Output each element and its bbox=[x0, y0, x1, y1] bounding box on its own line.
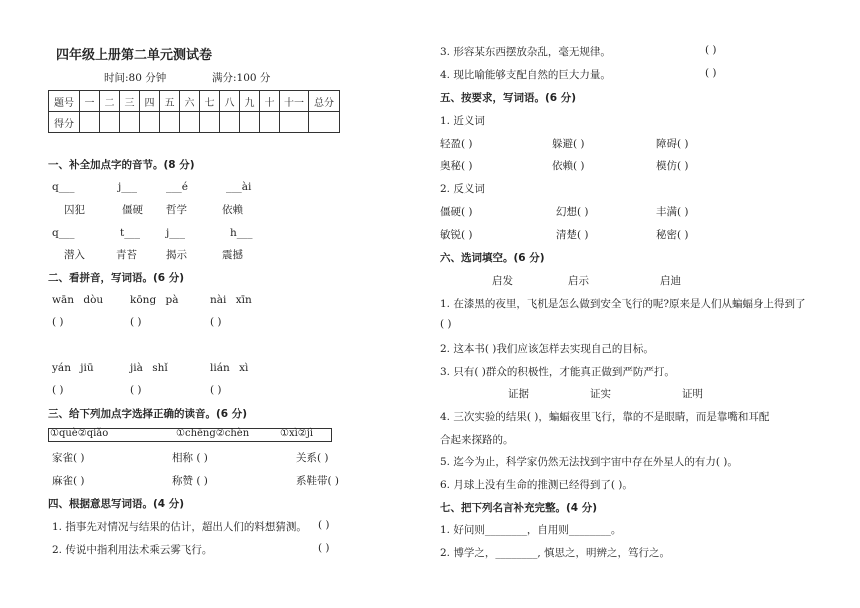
subsection-label: 1. 近义词 bbox=[440, 115, 485, 127]
reading-item[interactable]: 称赞 ( ) bbox=[172, 475, 208, 487]
word-item[interactable]: 轻盈( ) bbox=[440, 138, 473, 150]
word-item[interactable]: 秘密( ) bbox=[656, 229, 689, 241]
pinyin-blank: ___ài bbox=[226, 181, 252, 193]
reading-item[interactable]: 家雀( ) bbox=[52, 452, 85, 464]
answer-blank[interactable]: ( ) bbox=[130, 316, 142, 328]
score-cell[interactable] bbox=[120, 112, 140, 133]
exam-score: 满分:100 分 bbox=[212, 72, 271, 84]
score-cell[interactable] bbox=[160, 112, 180, 133]
answer-blank[interactable]: ( ) bbox=[210, 384, 222, 396]
section-4-heading: 四、根据意思写词语。(4 分) bbox=[48, 498, 185, 510]
section-2-heading: 二、看拼音，写词语。(6 分) bbox=[48, 272, 185, 284]
reading-item[interactable]: 麻雀( ) bbox=[52, 475, 85, 487]
word-choice: 启发 bbox=[492, 275, 513, 287]
score-table-score-row bbox=[49, 112, 340, 133]
word: 哲学 bbox=[166, 204, 187, 216]
score-cell[interactable] bbox=[80, 112, 100, 133]
reading-item[interactable]: 相称 ( ) bbox=[172, 452, 208, 464]
table-cell: 四 bbox=[140, 91, 160, 112]
table-cell: 得分 bbox=[49, 112, 80, 133]
word: 僵硬 bbox=[122, 204, 143, 216]
score-table-header-row bbox=[49, 91, 340, 112]
score-cell[interactable] bbox=[280, 112, 309, 133]
table-cell: 一 bbox=[80, 91, 100, 112]
table-cell: 九 bbox=[240, 91, 260, 112]
section-1-heading: 一、补全加点字的音节。(8 分) bbox=[48, 159, 195, 171]
question-text: 4. 现比喻能够支配自然的巨大力量。 bbox=[440, 69, 611, 81]
question-text: 3. 只有( )群众的积极性，才能真正做到严防严打。 bbox=[440, 366, 675, 378]
question-text: 1. 在漆黑的夜里，飞机是怎么做到安全飞行的呢?原来是人们从蝙蝠身上得到了 bbox=[440, 298, 806, 310]
answer-blank[interactable]: ( ) bbox=[130, 384, 142, 396]
word-choice: 证实 bbox=[590, 388, 611, 400]
answer-blank[interactable]: ( ) bbox=[705, 44, 717, 56]
word-choice: 证明 bbox=[682, 388, 703, 400]
pinyin: lián xì bbox=[210, 362, 249, 374]
score-cell[interactable] bbox=[260, 112, 280, 133]
pinyin: wān dòu bbox=[52, 294, 104, 306]
word-item[interactable]: 障碍( ) bbox=[656, 138, 689, 150]
score-cell[interactable] bbox=[240, 112, 260, 133]
word: 震撼 bbox=[222, 249, 243, 261]
section-6-heading: 六、选词填空。(6 分) bbox=[440, 252, 545, 264]
pinyin: nài xīn bbox=[210, 294, 252, 306]
word: 青苔 bbox=[116, 249, 137, 261]
word: 揭示 bbox=[166, 249, 187, 261]
question-text: 4. 三次实验的结果( )，蝙蝠夜里飞行，靠的不是眼睛，而是靠嘴和耳配 bbox=[440, 411, 770, 423]
question-text: 合起来探路的。 bbox=[440, 434, 514, 446]
word-item[interactable]: 幻想( ) bbox=[556, 206, 589, 218]
subsection-label: 2. 反义词 bbox=[440, 183, 485, 195]
page-title: 四年级上册第二单元测试卷 bbox=[56, 48, 213, 63]
reading-option: ①què②qiǎo bbox=[50, 428, 109, 439]
word-choice: 启迪 bbox=[660, 275, 681, 287]
table-cell: 三 bbox=[120, 91, 140, 112]
reading-item[interactable]: 系鞋带( ) bbox=[296, 475, 340, 487]
question-text: 2. 这本书( )我们应该怎样去实现自己的目标。 bbox=[440, 343, 654, 355]
reading-item[interactable]: 关系( ) bbox=[296, 452, 329, 464]
word: 潜入 bbox=[64, 249, 85, 261]
table-cell: 二 bbox=[100, 91, 120, 112]
word: 依赖 bbox=[222, 204, 243, 216]
score-cell[interactable] bbox=[220, 112, 240, 133]
section-7-heading: 七、把下列名言补充完整。(4 分) bbox=[440, 502, 598, 514]
score-cell[interactable] bbox=[140, 112, 160, 133]
score-cell[interactable] bbox=[309, 112, 340, 133]
reading-option: ①xì②jì bbox=[280, 428, 314, 439]
pinyin-blank: ___é bbox=[166, 181, 188, 193]
section-5-heading: 五、按要求，写词语。(6 分) bbox=[440, 92, 577, 104]
word-item[interactable]: 躲避( ) bbox=[552, 138, 585, 150]
pinyin-blank: t___ bbox=[120, 227, 140, 239]
word-choice: 证据 bbox=[508, 388, 529, 400]
answer-blank[interactable]: ( ) bbox=[318, 542, 330, 554]
reading-option: ①chēng②chèn bbox=[176, 428, 250, 439]
pinyin: yán jiū bbox=[52, 362, 94, 374]
word-item[interactable]: 敏锐( ) bbox=[440, 229, 473, 241]
answer-blank[interactable]: ( ) bbox=[52, 384, 64, 396]
table-cell: 八 bbox=[220, 91, 240, 112]
word: 囚犯 bbox=[64, 204, 85, 216]
table-cell: 七 bbox=[200, 91, 220, 112]
question-text: 2. 传说中指利用法术乘云雾飞行。 bbox=[52, 544, 213, 556]
score-cell[interactable] bbox=[180, 112, 200, 133]
question-text: 5. 迄今为止，科学家仍然无法找到宇宙中存在外星人的有力( )。 bbox=[440, 456, 738, 468]
question-text: 3. 形容某东西摆放杂乱，毫无规律。 bbox=[440, 46, 611, 58]
word-item[interactable]: 僵硬( ) bbox=[440, 206, 473, 218]
answer-blank[interactable]: ( ) bbox=[440, 318, 452, 330]
table-cell: 总分 bbox=[309, 91, 340, 112]
table-cell: 五 bbox=[160, 91, 180, 112]
word-item[interactable]: 奥秘( ) bbox=[440, 160, 473, 172]
word-item[interactable]: 模仿( ) bbox=[656, 160, 689, 172]
answer-blank[interactable]: ( ) bbox=[705, 67, 717, 79]
section-3-heading: 三、给下列加点字选择正确的读音。(6 分) bbox=[48, 408, 248, 420]
question-text: 1. 指事先对情况与结果的估计，超出人们的料想猜测。 bbox=[52, 521, 307, 533]
score-cell[interactable] bbox=[100, 112, 120, 133]
answer-blank[interactable]: ( ) bbox=[210, 316, 222, 328]
question-text: 6. 月球上没有生命的推测已经得到了( )。 bbox=[440, 479, 633, 491]
pinyin-blank: j___ bbox=[118, 181, 138, 193]
score-table bbox=[48, 90, 340, 133]
pinyin-blank: h___ bbox=[230, 227, 253, 239]
pinyin: kōng pà bbox=[130, 294, 179, 306]
answer-blank[interactable]: ( ) bbox=[318, 519, 330, 531]
word-choice: 启示 bbox=[568, 275, 589, 287]
score-cell[interactable] bbox=[200, 112, 220, 133]
table-cell: 十一 bbox=[280, 91, 309, 112]
question-text[interactable]: 2. 博学之，________, 慎思之，明辨之，笃行之。 bbox=[440, 547, 671, 559]
word-item[interactable]: 依赖( ) bbox=[552, 160, 585, 172]
table-cell: 十 bbox=[260, 91, 280, 112]
pinyin-blank: j___ bbox=[166, 227, 186, 239]
pinyin: jià shǐ bbox=[130, 362, 168, 374]
table-cell: 题号 bbox=[49, 91, 80, 112]
question-text[interactable]: 1. 好问则________，自用则________。 bbox=[440, 524, 622, 536]
word-item[interactable]: 丰满( ) bbox=[656, 206, 689, 218]
pinyin-blank: q___ bbox=[52, 181, 75, 193]
table-cell: 六 bbox=[180, 91, 200, 112]
exam-time: 时间:80 分钟 bbox=[104, 72, 167, 84]
answer-blank[interactable]: ( ) bbox=[52, 316, 64, 328]
word-item[interactable]: 清楚( ) bbox=[556, 229, 589, 241]
pinyin-blank: q___ bbox=[52, 227, 75, 239]
